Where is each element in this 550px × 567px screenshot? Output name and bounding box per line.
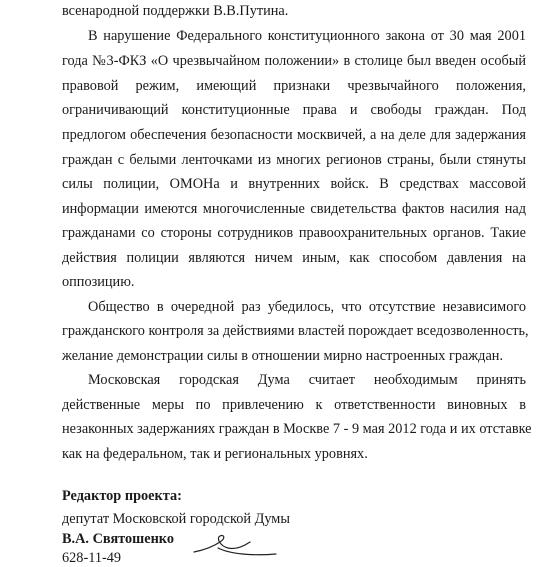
handwritten-signature [190, 528, 280, 560]
paragraph-line: как на федеральном, так и региональных уровнях. [62, 446, 368, 462]
paragraph-line: оппозицию. [62, 274, 135, 290]
paragraph-line: Общество в очередной раз убедилось, что отсутствие независимого [88, 299, 526, 315]
paragraph-line: Московская городская Дума считает необходимым принять [88, 372, 526, 388]
paragraph-line: действенные меры по привлечению к ответственности виновных в [62, 397, 526, 413]
paragraph-line: граждан с белыми ленточками из многих регионов страны, были стянуты [62, 152, 526, 168]
paragraph-line: незаконных задержаниях граждан в Москве 7 - 9 мая 2012 года и их отставке [62, 421, 532, 437]
paragraph-line: правовой режим, имеющий признаки чрезвычайного положения, [62, 78, 526, 94]
paragraph-line: предлогом обеспечения безопасности москвичей, а на деле для задержания [62, 127, 526, 143]
paragraph-line: всенародной поддержки В.В.Путина. [62, 3, 289, 19]
paragraph-line: гражданами со стороны сотрудников правоохранительных органов. Такие [62, 225, 526, 241]
paragraph-line: силы полиции, ОМОНа и внутренних войск. В средствах массовой [62, 176, 526, 192]
paragraph-line: В нарушение Федерального конституционного закона от 30 мая 2001 [88, 28, 526, 44]
editor-heading: Редактор проекта: [62, 488, 182, 504]
paragraph-line: желание демонстрации силы в отношении мирно настроенных граждан. [62, 348, 504, 364]
paragraph-line: действия полиции являются ничем иным, как способом давления на [62, 250, 526, 266]
paragraph-line: информации имеются многочисленные свидетельства фактов насилия над [62, 201, 526, 217]
editor-phone: 628-11-49 [62, 550, 122, 566]
editor-name: В.А. Святошенко [62, 531, 175, 547]
paragraph-line: ограничивающий конституционные права и свободы граждан. Под [62, 102, 526, 118]
paragraph-line: года №3-ФКЗ «О чрезвычайном положении» в столице был введен особый [62, 53, 526, 69]
paragraph-line: гражданского контроля за действиями властей порождает вседозволенность, [62, 323, 529, 339]
editor-position: депутат Московской городской Думы [62, 511, 290, 527]
